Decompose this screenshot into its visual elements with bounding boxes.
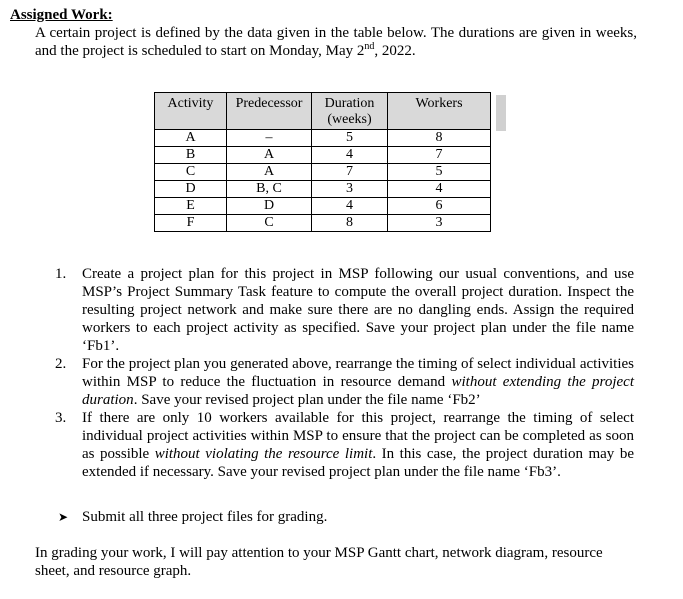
intro-text-end: , 2022. — [374, 43, 416, 59]
table-header-row — [155, 93, 491, 130]
cell-activity: B — [155, 147, 227, 164]
table-row — [155, 198, 491, 215]
table-row — [155, 215, 491, 232]
cell-duration: 4 — [312, 198, 388, 215]
table-row — [155, 130, 491, 147]
cell-predecessor: C — [227, 215, 312, 232]
task-emphasis: without extending the project duration — [82, 374, 634, 408]
cell-predecessor: A — [227, 147, 312, 164]
submit-text: Submit all three project files for grading. — [82, 509, 328, 525]
list-item — [55, 265, 634, 355]
item-number: 3. — [55, 410, 67, 426]
list-item — [55, 355, 634, 409]
cell-duration: 5 — [312, 130, 388, 147]
ordinal-suffix: nd — [364, 41, 375, 52]
header-activity: Activity — [155, 93, 227, 130]
task-text-end: . Save your revised project plan under the file name ‘Fb2’ — [133, 392, 481, 408]
cell-activity: C — [155, 164, 227, 181]
cell-workers: 5 — [388, 164, 491, 181]
cell-activity: A — [155, 130, 227, 147]
task-emphasis: without violating the resource limit — [154, 446, 373, 462]
cell-predecessor: B, C — [227, 181, 312, 198]
task-text: For the project plan you generated above, rearrange the timing of select individual activities within MSP to reduce the fluctuation in resource demand — [82, 356, 634, 390]
heading: Assigned Work: — [10, 7, 113, 23]
cell-predecessor: D — [227, 198, 312, 215]
header-shading — [496, 95, 506, 131]
header-workers: Workers — [388, 93, 491, 130]
cell-activity: E — [155, 198, 227, 215]
cell-duration: 4 — [312, 147, 388, 164]
cell-predecessor: A — [227, 164, 312, 181]
cell-duration: 7 — [312, 164, 388, 181]
cell-activity: D — [155, 181, 227, 198]
header-duration: Duration (weeks) — [312, 93, 388, 130]
table-row — [155, 181, 491, 198]
cell-workers: 8 — [388, 130, 491, 147]
submit-instruction — [58, 508, 327, 526]
arrow-bullet-icon: ➤ — [58, 510, 69, 524]
task-text: Create a project plan for this project in MSP following our usual conventions, and use MSP’s Project Summary Task feature to compute the overall project duration. Inspect the resulting project network and make sure there are no dangling ends. Assign the required workers to each project activity as specified. Save your project plan under the file name ‘Fb1’. — [82, 266, 634, 354]
cell-duration: 8 — [312, 215, 388, 232]
intro-paragraph — [35, 24, 637, 60]
item-number: 1. — [55, 266, 67, 282]
table-row — [155, 147, 491, 164]
task-list — [55, 265, 634, 481]
cell-duration: 3 — [312, 181, 388, 198]
header-predecessor: Predecessor — [227, 93, 312, 130]
table-row — [155, 164, 491, 181]
cell-workers: 3 — [388, 215, 491, 232]
cell-workers: 4 — [388, 181, 491, 198]
task-text-end: . In this case, the project duration may be extended if necessary. Save your revised project plan under the file name ‘Fb3’. — [82, 446, 634, 480]
item-number: 2. — [55, 356, 67, 372]
cell-workers: 6 — [388, 198, 491, 215]
cell-predecessor: – — [227, 130, 312, 147]
grading-paragraph: In grading your work, I will pay attention to your MSP Gantt chart, network diagram, resource sheet, and resource graph. — [35, 545, 603, 579]
list-item — [55, 409, 634, 481]
activity-table — [154, 92, 491, 232]
cell-activity: F — [155, 215, 227, 232]
task-text: If there are only 10 workers available for this project, rearrange the timing of select individual project activities within MSP to ensure that the project can be completed as soon as possible — [82, 410, 634, 462]
cell-workers: 7 — [388, 147, 491, 164]
intro-text: A certain project is defined by the data given in the table below. The durations are given in weeks, and the project is scheduled to start on Monday, May 2 — [35, 25, 637, 59]
